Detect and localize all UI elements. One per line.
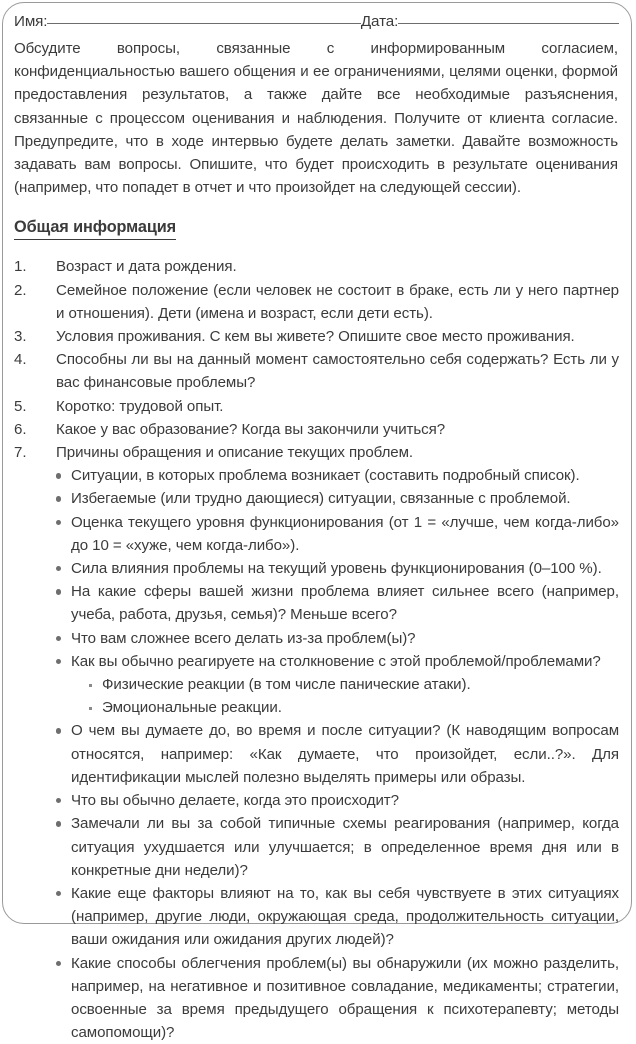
list-item bbox=[56, 789, 619, 812]
list-item-text: Какое у вас образование? Когда вы закончили учиться? bbox=[56, 420, 446, 438]
list-item-number: 6. bbox=[14, 420, 27, 438]
problem-description-bullets-wrap bbox=[14, 464, 619, 1044]
list-item bbox=[56, 511, 619, 557]
list-item-text: Возраст и дата рождения. bbox=[56, 258, 237, 276]
list-item bbox=[14, 348, 619, 394]
sub-bullet-dot-icon bbox=[89, 707, 92, 710]
date-input-line[interactable] bbox=[398, 23, 619, 24]
bullet-text: Ситуации, в которых проблема возникает (составить подробный список). bbox=[71, 467, 580, 485]
bullet-dot-icon bbox=[56, 520, 61, 525]
list-item bbox=[87, 696, 619, 719]
date-label: Дата: bbox=[360, 13, 399, 30]
bullet-dot-icon bbox=[56, 636, 61, 641]
intro-paragraph: Обсудите вопросы, связанные с информированным согласием, конфиденциальностью вашего общения и ее ограничениями, целями оценки, формой предоставления результатов, а также дайте все необходимые разъяснения, связанные с процессом оценивания и наблюдения. Получите от клиента согласие. Предупредите, что в ходе интервью будете делать заметки. Давайте возможность задавать вам вопросы. Опишите, что будет происходить в результате оценивания (например, что попадет в отчет и что произойдет на следующей сессии). bbox=[14, 40, 618, 197]
bullet-dot-icon bbox=[56, 659, 61, 664]
bullet-text: Что вам сложнее всего делать из-за проблем(ы)? bbox=[71, 629, 416, 647]
bullet-dot-icon bbox=[56, 821, 61, 826]
section-heading: Общая информация bbox=[14, 216, 176, 240]
list-item bbox=[56, 882, 619, 952]
list-item-number: 5. bbox=[14, 397, 27, 415]
list-item-text: Условия проживания. С кем вы живете? Опишите свое место проживания. bbox=[56, 328, 575, 346]
sub-bullet-dot-icon bbox=[89, 684, 92, 687]
general-info-numbered-list bbox=[14, 255, 619, 464]
bullet-dot-icon bbox=[56, 891, 61, 896]
name-label: Имя: bbox=[14, 13, 48, 30]
problem-description-bullets bbox=[56, 464, 619, 1044]
list-item bbox=[14, 279, 619, 325]
bullet-text: Замечали ли вы за собой типичные схемы реагирования (например, когда ситуация ухудшается или улучшается; в определенное время дня или в конкретные дни недели)? bbox=[71, 815, 619, 879]
list-item bbox=[56, 557, 619, 580]
list-item-text: Семейное положение (если человек не состоит в браке, есть ли у него партнер и отношения). Дети (имена и возраст, если дети есть). bbox=[56, 281, 619, 322]
list-item bbox=[56, 812, 619, 882]
bullet-text: Оценка текущего уровня функционирования (от 1 = «лучше, чем когда-либо» до 10 = «хуже, чем когда-либо»). bbox=[71, 513, 619, 554]
bullet-dot-icon bbox=[56, 798, 61, 803]
name-input-line[interactable] bbox=[47, 23, 360, 24]
list-item-number: 2. bbox=[14, 281, 27, 299]
list-item bbox=[56, 487, 619, 510]
list-item-number: 4. bbox=[14, 351, 27, 369]
list-item bbox=[14, 255, 619, 278]
list-item bbox=[56, 464, 619, 487]
bullet-text: Какие еще факторы влияют на то, как вы себя чувствуете в этих ситуациях (например, другие люди, окружающая среда, продолжительность ситуации, ваши ожидания или ожидания других людей)? bbox=[71, 884, 619, 949]
list-item bbox=[14, 325, 619, 348]
bullet-text: Избегаемые (или трудно дающиеся) ситуации, связанные с проблемой. bbox=[71, 490, 571, 508]
name-date-header bbox=[14, 12, 619, 32]
bullet-dot-icon bbox=[56, 496, 61, 501]
bullet-text: Как вы обычно реагируете на столкновение с этой проблемой/проблемами? bbox=[71, 652, 601, 670]
bullet-text: О чем вы думаете до, во время и после ситуации? (К наводящим вопросам относятся, например: «Как думаете, что произойдет, если..?». Для идентификации мыслей полезно выделять примеры или образы. bbox=[71, 722, 619, 786]
reaction-subbullets bbox=[71, 673, 619, 719]
bullet-text: Что вы обычно делаете, когда это происходит? bbox=[71, 792, 399, 810]
list-item bbox=[14, 395, 619, 418]
list-item-number: 1. bbox=[14, 258, 27, 276]
list-item bbox=[87, 673, 619, 696]
bullet-dot-icon bbox=[56, 473, 61, 478]
list-item-text: Коротко: трудовой опыт. bbox=[56, 397, 224, 415]
bullet-dot-icon bbox=[56, 961, 61, 966]
bullet-dot-icon bbox=[56, 589, 61, 594]
list-item bbox=[14, 441, 619, 464]
list-item bbox=[56, 627, 619, 650]
list-item bbox=[14, 418, 619, 441]
bullet-dot-icon bbox=[56, 728, 61, 733]
bullet-dot-icon bbox=[56, 566, 61, 571]
sub-bullet-text: Физические реакции (в том числе панические атаки). bbox=[102, 676, 471, 694]
list-item-number: 7. bbox=[14, 444, 27, 462]
list-item-text: Способны ли вы на данный момент самостоятельно себя содержать? Есть ли у вас финансовые проблемы? bbox=[56, 351, 619, 392]
list-item bbox=[56, 650, 619, 720]
list-item bbox=[56, 580, 619, 626]
list-item bbox=[56, 952, 619, 1044]
list-item bbox=[56, 719, 619, 789]
sub-bullet-text: Эмоциональные реакции. bbox=[102, 699, 282, 717]
list-item-number: 3. bbox=[14, 328, 27, 346]
bullet-text: Какие способы облегчения проблем(ы) вы обнаружили (их можно разделить, например, на негативное и позитивное совладание, медикаменты; стратегии, освоенные за время предыдущего обращения к психотерапевту; методы самопомощи)? bbox=[71, 954, 619, 1042]
list-item-text: Причины обращения и описание текущих проблем. bbox=[56, 444, 414, 462]
bullet-text: На какие сферы вашей жизни проблема влияет сильнее всего (например, учеба, работа, друзья, семья)? Меньше всего? bbox=[71, 583, 619, 624]
section-heading-wrap bbox=[14, 199, 619, 255]
bullet-text: Сила влияния проблемы на текущий уровень функционирования (0–100 %). bbox=[71, 560, 602, 578]
